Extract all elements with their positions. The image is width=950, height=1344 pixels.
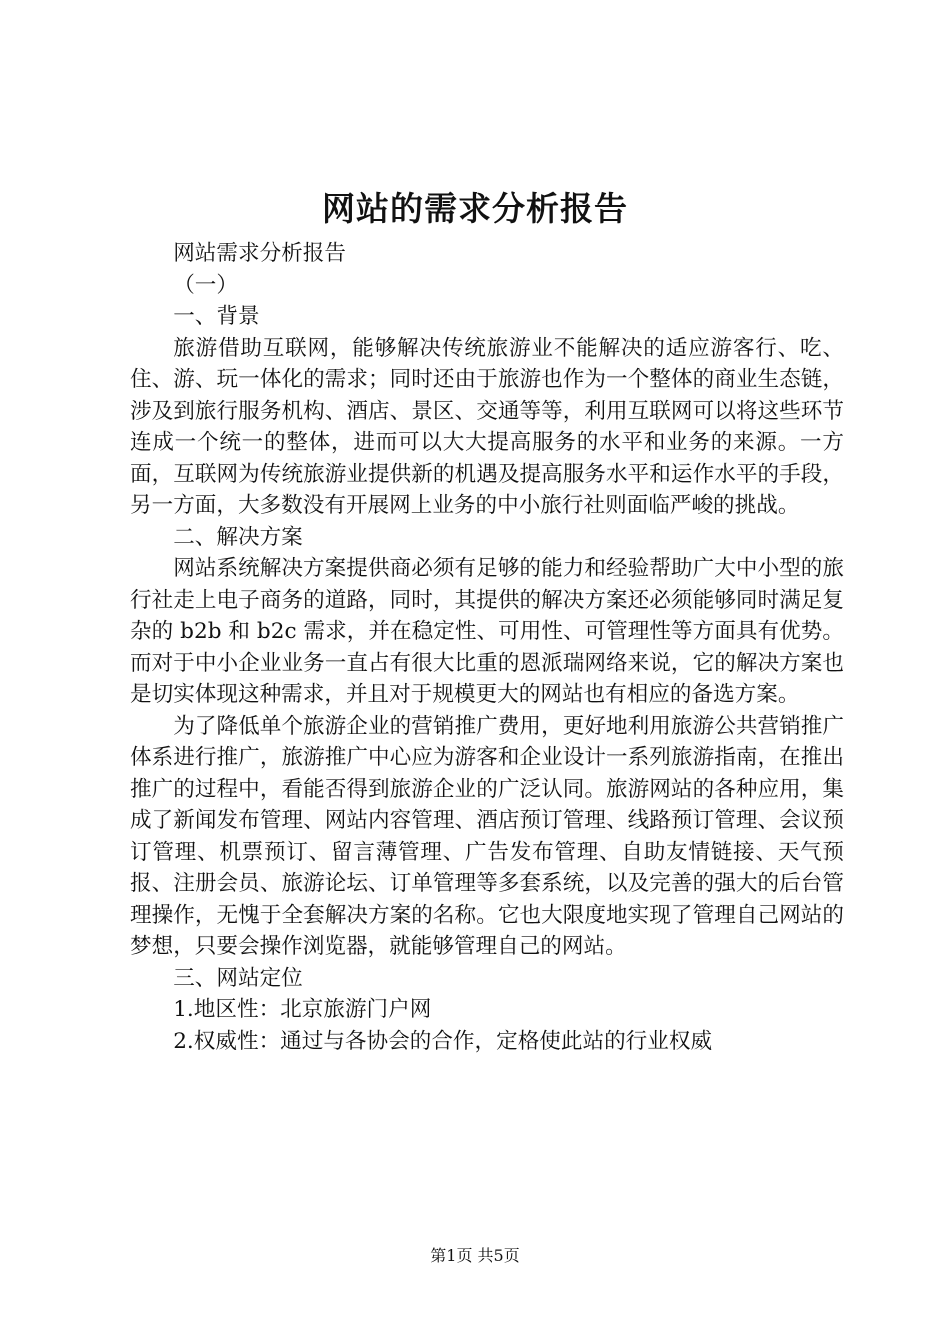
list-item-authority: 2.权威性：通过与各协会的合作，定格使此站的行业权威 [173,1028,713,1054]
heading-background: 一、背景 [173,304,260,329]
heading-positioning: 三、网站定位 [173,965,303,991]
document-title: 网站的需求分析报告 [322,189,628,228]
paragraph-marketing: 为了降低单个旅游企业的营销推广费用，更好地利用旅游公共营销推广体系进行推广，旅游推广中心应为游客和企业设计一系列旅游指南，在推出推广的过程中，看能否得到旅游企业的广泛认同。旅游网站的各种应用，集成了新闻发布管理、网站内容管理、酒店预订管理、线路预订管理、会议预订管理、机票预订、留言薄管理、广告发布管理、自助友情链接、天气预报、注册会员、旅游论坛、订单管理等多套系统，以及完善的强大的后台管理操作，无愧于全套解决方案的名称。它也大限度地实现了管理自己网站的梦想，只要会操作浏览器，就能够管理自己的网站。 [130,713,844,959]
document-body [130,238,844,1057]
list-item-regional: 1.地区性：北京旅游门户网 [173,997,432,1022]
heading-solution: 二、解决方案 [173,524,303,550]
paragraph-section-number: （一） [173,272,238,298]
paragraph-background: 旅游借助互联网，能够解决传统旅游业不能解决的适应游客行、吃、住、游、玩一体化的需求；同时还由于旅游也作为一个整体的商业生态链，涉及到旅行服务机构、酒店、景区、交通等等，利用互联网可以将这些环节连成一个统一的整体，进而可以大大提高服务的水平和业务的来源。一方面，互联网为传统旅游业提供新的机遇及提高服务水平和运作水平的手段，另一方面，大多数没有开展网上业务的中小旅行社则面临严峻的挑战。 [130,335,844,518]
paragraph-subtitle: 网站需求分析报告 [173,241,346,266]
page-footer: 第1页 共5页 [430,1246,520,1265]
paragraph-solution: 网站系统解决方案提供商必须有足够的能力和经验帮助广大中小型的旅行社走上电子商务的道路，同时，其提供的解决方案还必须能够同时满足复杂的 b2b 和 b2c 需求，并在稳定性、可用性、可管理性等方面具有优势。而对于中小企业业务一直占有很大比重的恩派瑞网络来说，它的解决方案也是切实体现这种需求，并且对于规模更大的网站也有相应的备选方案。 [130,556,844,707]
